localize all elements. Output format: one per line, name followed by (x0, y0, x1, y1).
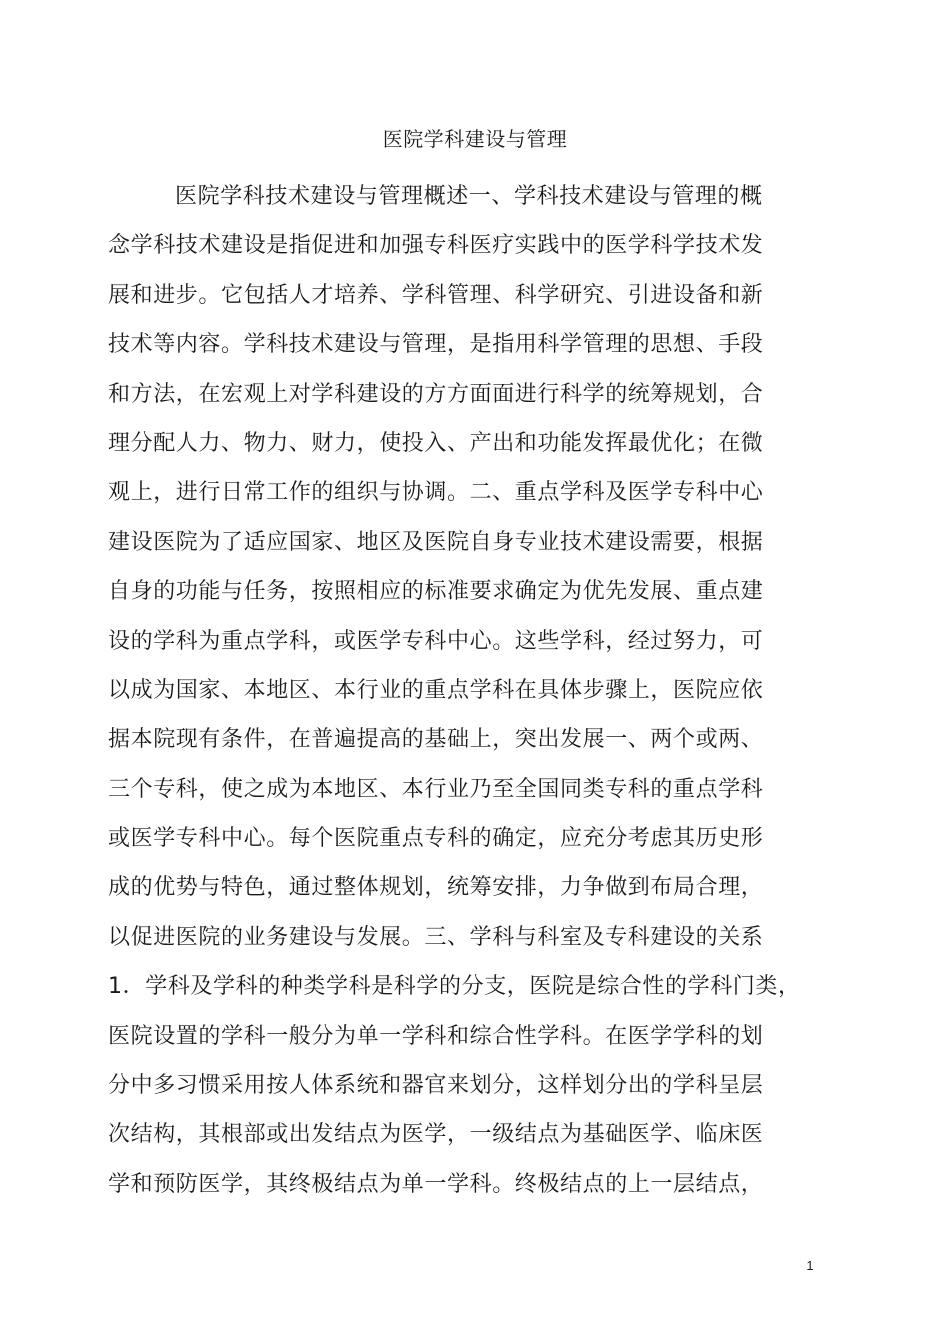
paragraph-line: 或医学专科中心。每个医院重点专科的确定，应充分考虑其历史形 (108, 826, 764, 852)
document-body (108, 172, 808, 1209)
paragraph-line: 和方法，在宏观上对学科建设的方方面面进行科学的统筹规划，合 (108, 381, 764, 407)
paragraph-line: 展和进步。它包括人才培养、学科管理、科学研究、引进设备和新 (108, 282, 764, 308)
paragraph-line: 三个专科，使之成为本地区、本行业乃至全国同类专科的重点学科 (108, 776, 764, 802)
paragraph-line: 观上，进行日常工作的组织与协调。二、重点学科及医学专科中心 (108, 480, 764, 506)
paragraph-line: 医院学科技术建设与管理概述一、学科技术建设与管理的概 (175, 184, 763, 209)
paragraph-line: 次结构，其根部或出发结点为医学，一级结点为基础医学、临床医 (108, 1122, 764, 1148)
paragraph-line: 分中多习惯采用按人体系统和器官来划分，这样划分出的学科呈层 (108, 1073, 764, 1099)
paragraph-line: 1．学科及学科的种类学科是科学的分支，医院是综合性的学科门类， (108, 974, 801, 1000)
paragraph-line: 以促进医院的业务建设与发展。三、学科与科室及专科建设的关系 (108, 924, 764, 950)
paragraph-line: 自身的功能与任务，按照相应的标准要求确定为优先发展、重点建 (108, 579, 764, 605)
paragraph-line: 理分配人力、物力、财力，使投入、产出和功能发挥最优化；在微 (108, 430, 764, 456)
paragraph-line: 医院设置的学科一般分为单一学科和综合性学科。在医学学科的划 (108, 1023, 764, 1049)
paragraph-line: 成的优势与特色，通过整体规划，统筹安排，力争做到布局合理， (108, 875, 764, 901)
paragraph-line: 建设医院为了适应国家、地区及医院自身专业技术建设需要，根据 (108, 529, 764, 555)
paragraph-line: 学和预防医学，其终极结点为单一学科。终极结点的上一层结点， (108, 1171, 764, 1197)
page-number: 1 (806, 1258, 814, 1273)
paragraph-line: 技术等内容。学科技术建设与管理，是指用科学管理的思想、手段 (108, 332, 764, 358)
paragraph-line: 据本院现有条件，在普遍提高的基础上，突出发展一、两个或两、 (108, 727, 764, 753)
paragraph-line: 以成为国家、本地区、本行业的重点学科在具体步骤上，医院应依 (108, 677, 764, 703)
paragraph-line: 设的学科为重点学科，或医学专科中心。这些学科，经过努力，可 (108, 628, 764, 654)
paragraph-line: 念学科技术建设是指促进和加强专科医疗实践中的医学科学技术发 (108, 233, 764, 259)
document-title: 医院学科建设与管理 (382, 127, 568, 151)
